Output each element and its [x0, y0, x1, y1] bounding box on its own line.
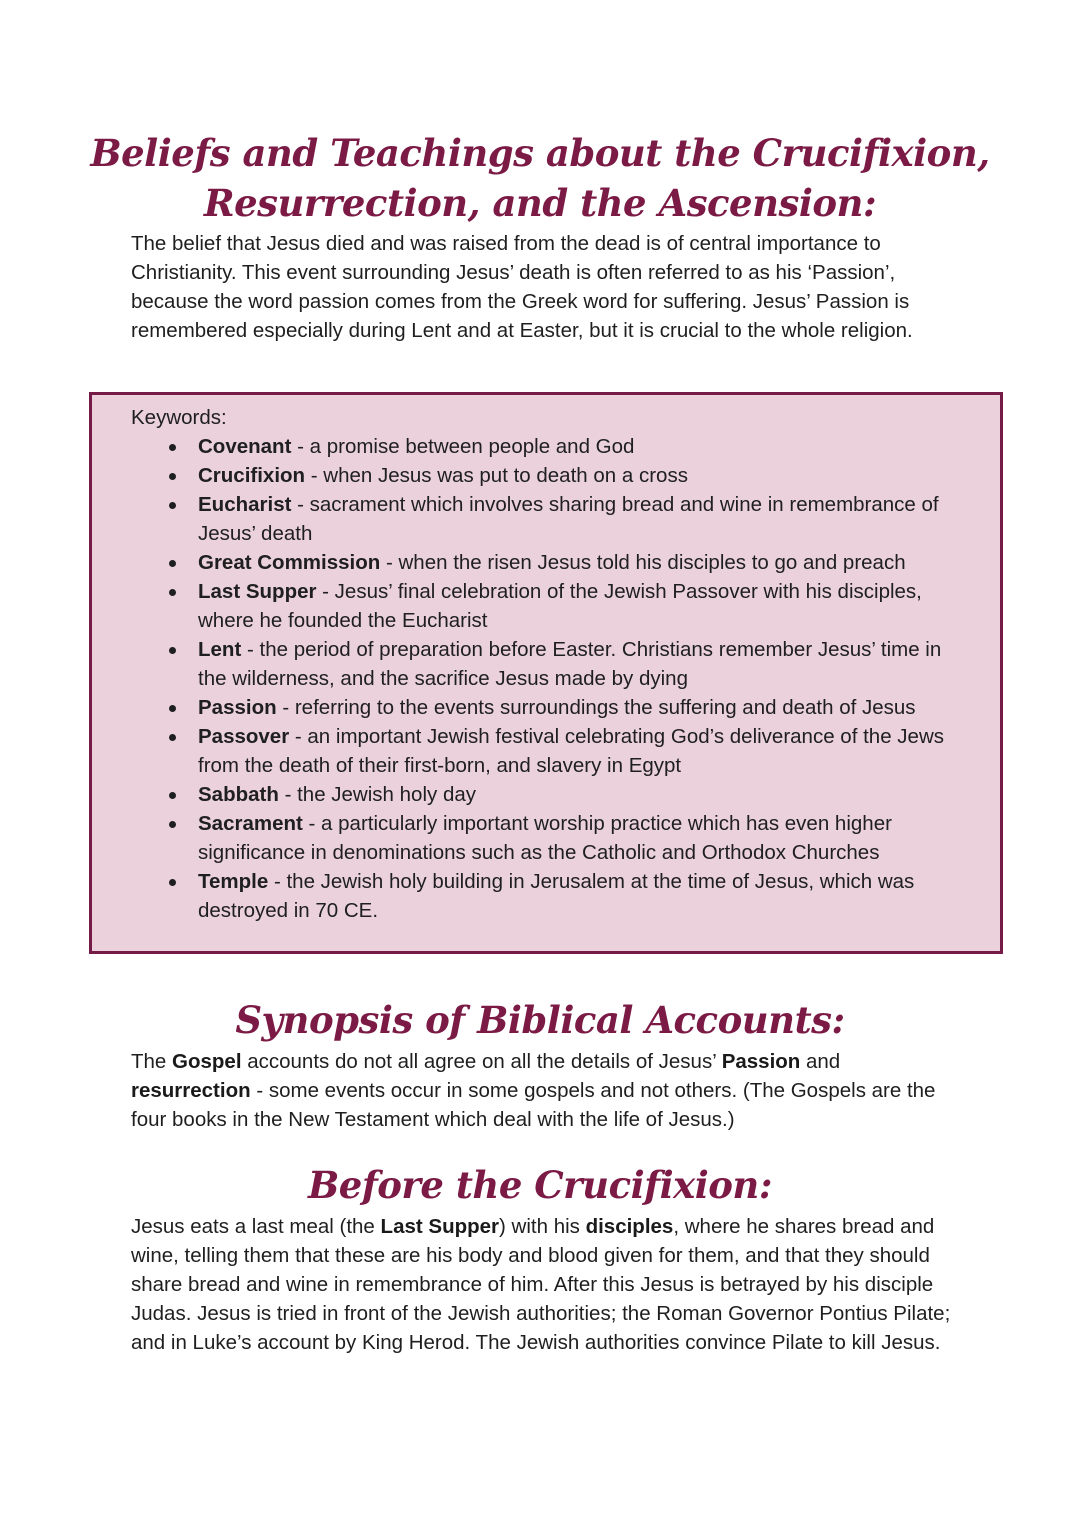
keyword-item: [131, 693, 971, 722]
synopsis-bold-gospel: Gospel: [172, 1050, 242, 1073]
keyword-definition: - Jesus’ final celebration of the Jewish Passover with his disciples, where he founded the Eucharist: [198, 580, 922, 632]
synopsis-paragraph: [131, 1047, 961, 1134]
synopsis-bold-passion: Passion: [721, 1050, 801, 1073]
intro-paragraph: The belief that Jesus died and was raised from the dead is of central importance to Christianity. This event surrounding Jesus’ death is often referred to as his ‘Passion’, because the word passion comes from the Greek word for suffering. Jesus’ Passion is remembered especially during Lent and at Easter, but it is crucial to the whole religion.: [131, 232, 913, 342]
keyword-term: Covenant: [198, 435, 292, 458]
page-title-line-1: Beliefs and Teachings about the Crucifixion,: [90, 131, 990, 175]
keyword-item: [131, 461, 971, 490]
bullet-icon: [169, 879, 176, 886]
keywords-box: [89, 392, 1003, 954]
keyword-item: [131, 577, 971, 635]
bullet-icon: [169, 444, 176, 451]
keyword-item: [131, 809, 971, 867]
keyword-definition: - the Jewish holy building in Jerusalem at the time of Jesus, which was destroyed in 70 CE.: [198, 870, 915, 922]
keyword-term: Sacrament: [198, 812, 303, 835]
keyword-item: [131, 490, 971, 548]
keyword-item: [131, 780, 971, 809]
before-bold-disciples: disciples: [585, 1215, 674, 1238]
keywords-list: [131, 432, 971, 925]
bullet-icon: [169, 705, 176, 712]
before-crucifixion-heading: Before the Crucifixion:: [308, 1163, 772, 1207]
before-bold-last-supper: Last Supper: [380, 1215, 500, 1238]
before-text: , where he shares bread and wine, telling them that these are his body and blood given for them, and that they should share bread and wine in remembrance of him. After this Jesus is betrayed by his disciple Judas. Jesus is tried in front of the Jewish authorities; the Roman Governor Pontius Pilate; and in Luke’s account by King Herod. The Jewish authorities convince Pilate to kill Jesus.: [131, 1215, 951, 1354]
keyword-definition: - when the risen Jesus told his disciples to go and preach: [380, 551, 906, 574]
keyword-definition: - a particularly important worship practice which has even higher significance in denominations such as the Catholic and Orthodox Churches: [198, 812, 892, 864]
keyword-definition: - a promise between people and God: [291, 435, 635, 458]
keyword-definition: - referring to the events surroundings the suffering and death of Jesus: [276, 696, 916, 719]
synopsis-heading: Synopsis of Biblical Accounts:: [235, 998, 845, 1042]
keywords-title: Keywords:: [131, 406, 227, 429]
synopsis-text: accounts do not all agree on all the details of Jesus’: [241, 1050, 722, 1073]
bullet-icon: [169, 502, 176, 509]
synopsis-text: - some events occur in some gospels and not others. (The Gospels are the four books in the New Testament which deal with the life of Jesus.): [131, 1079, 936, 1131]
keyword-term: Temple: [198, 870, 269, 893]
keyword-item: [131, 722, 971, 780]
before-text: ) with his: [499, 1215, 586, 1238]
bullet-icon: [169, 792, 176, 799]
synopsis-bold-resurrection: resurrection: [131, 1079, 251, 1102]
bullet-icon: [169, 821, 176, 828]
before-crucifixion-paragraph: [131, 1212, 961, 1357]
bullet-icon: [169, 473, 176, 480]
keyword-term: Eucharist: [198, 493, 292, 516]
keyword-item: [131, 548, 971, 577]
page-title: [0, 128, 1080, 228]
bullet-icon: [169, 734, 176, 741]
keyword-term: Crucifixion: [198, 464, 306, 487]
keyword-definition: - when Jesus was put to death on a cross: [305, 464, 688, 487]
keyword-definition: - sacrament which involves sharing bread and wine in remembrance of Jesus’ death: [198, 493, 939, 545]
bullet-icon: [169, 589, 176, 596]
before-text: Jesus eats a last meal (the: [131, 1215, 381, 1238]
keyword-definition: - the Jewish holy day: [278, 783, 476, 806]
page-title-line-2: Resurrection, and the Ascension:: [203, 181, 877, 225]
keyword-item: [131, 867, 971, 925]
keyword-term: Great Commission: [198, 551, 381, 574]
keyword-term: Passion: [198, 696, 277, 719]
keyword-item: [131, 635, 971, 693]
synopsis-text: and: [800, 1050, 841, 1073]
bullet-icon: [169, 560, 176, 567]
keyword-term: Passover: [198, 725, 290, 748]
bullet-icon: [169, 647, 176, 654]
keyword-definition: - an important Jewish festival celebrating God’s deliverance of the Jews from the death of their first-born, and slavery in Egypt: [198, 725, 944, 777]
keyword-definition: - the period of preparation before Easter. Christians remember Jesus’ time in the wilderness, and the sacrifice Jesus made by dying: [198, 638, 942, 690]
keyword-term: Sabbath: [198, 783, 279, 806]
keyword-item: [131, 432, 971, 461]
keyword-term: Lent: [198, 638, 242, 661]
keyword-term: Last Supper: [198, 580, 317, 603]
synopsis-text: The: [131, 1050, 173, 1073]
